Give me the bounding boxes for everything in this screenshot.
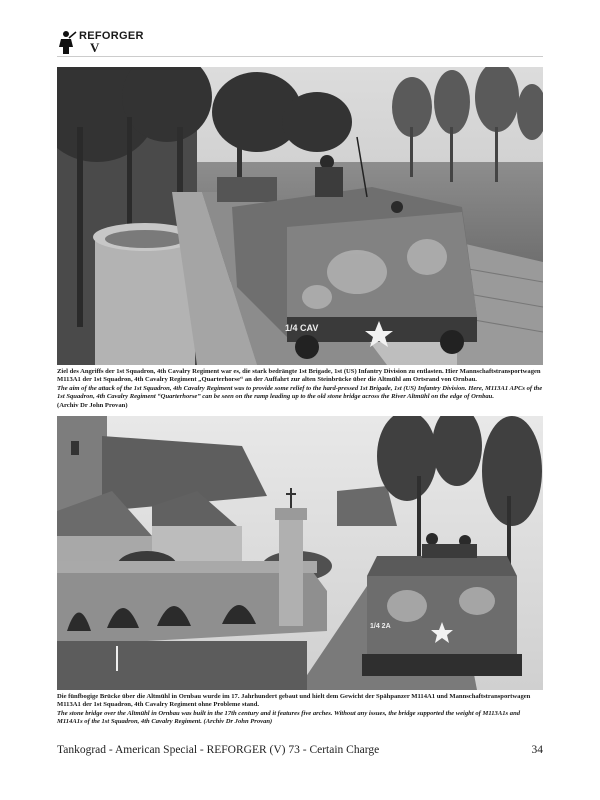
reforger-logo — [57, 30, 144, 55]
caption-top-english: The aim of the attack of the 1st Squadron, 4th Cavalry Regiment was to provide some relief to the hard-pressed 1st Brigade, 1st (US) Infantry Division. Here, M113A1 APCs of the 1st Squadron, 4th Cavalry Regiment “Quarterhorse” can be seen on the ramp leading up to the old stone bridge across the River Altmühl on the edge of Ornbau. — [57, 384, 543, 401]
vehicle-marking-top: 1/4 CAV — [285, 323, 319, 333]
caption-top-credit: (Archiv Dr John Provan) — [57, 401, 128, 409]
header-divider — [57, 56, 543, 57]
photo-m113-on-bridge-ramp — [57, 67, 543, 365]
caption-bottom-english: The stone bridge over the Altmühl in Ornbau was built in the 17th century and it features five arches. Without any issues, the bridge supported the weight of M113A1s and M114A1s of the 1st Squadron, 4th Cavalry Regiment. (Archiv Dr John Provan) — [57, 709, 521, 726]
logo-numeral: V — [90, 40, 100, 55]
caption-top-german: Ziel des Angriffs der 1st Squadron, 4th Cavalry Regiment war es, die stark bedrängte 1st Brigade, 1st (US) Infantry Division zu entlasten. Hier Mannschaftstransportwagen M113A1 der 1st Squadron, 4th Cavalry Regiment „Quarterhorse“ an der Auffahrt zur alten Steinbrücke über die Altmühl am Ortsrand von Ornbau. — [57, 368, 541, 384]
page-number: 34 — [531, 744, 543, 756]
caption-bottom-german: Die fünfbogige Brücke über die Altmühl in Ornbau wurde im 17. Jahrhundert gebaut und hielt dem Gewicht der Spähpanzer M114A1 und Mannschaftstransportwagen M113A1 der 1st Squadron, 4th Cavalry Regiment ohne Probleme stand. — [57, 693, 531, 709]
caption-top — [57, 368, 543, 410]
caption-bottom — [57, 693, 543, 727]
logo-text: REFORGER — [79, 30, 144, 42]
vehicle-marking-bottom: 1/4 2A — [370, 623, 391, 630]
soldier-silhouette-icon — [57, 30, 77, 54]
photo-five-arch-bridge-ornbau — [57, 416, 543, 690]
footer-title: Tankograd - American Special - REFORGER (V) 73 - Certain Charge — [57, 744, 380, 756]
